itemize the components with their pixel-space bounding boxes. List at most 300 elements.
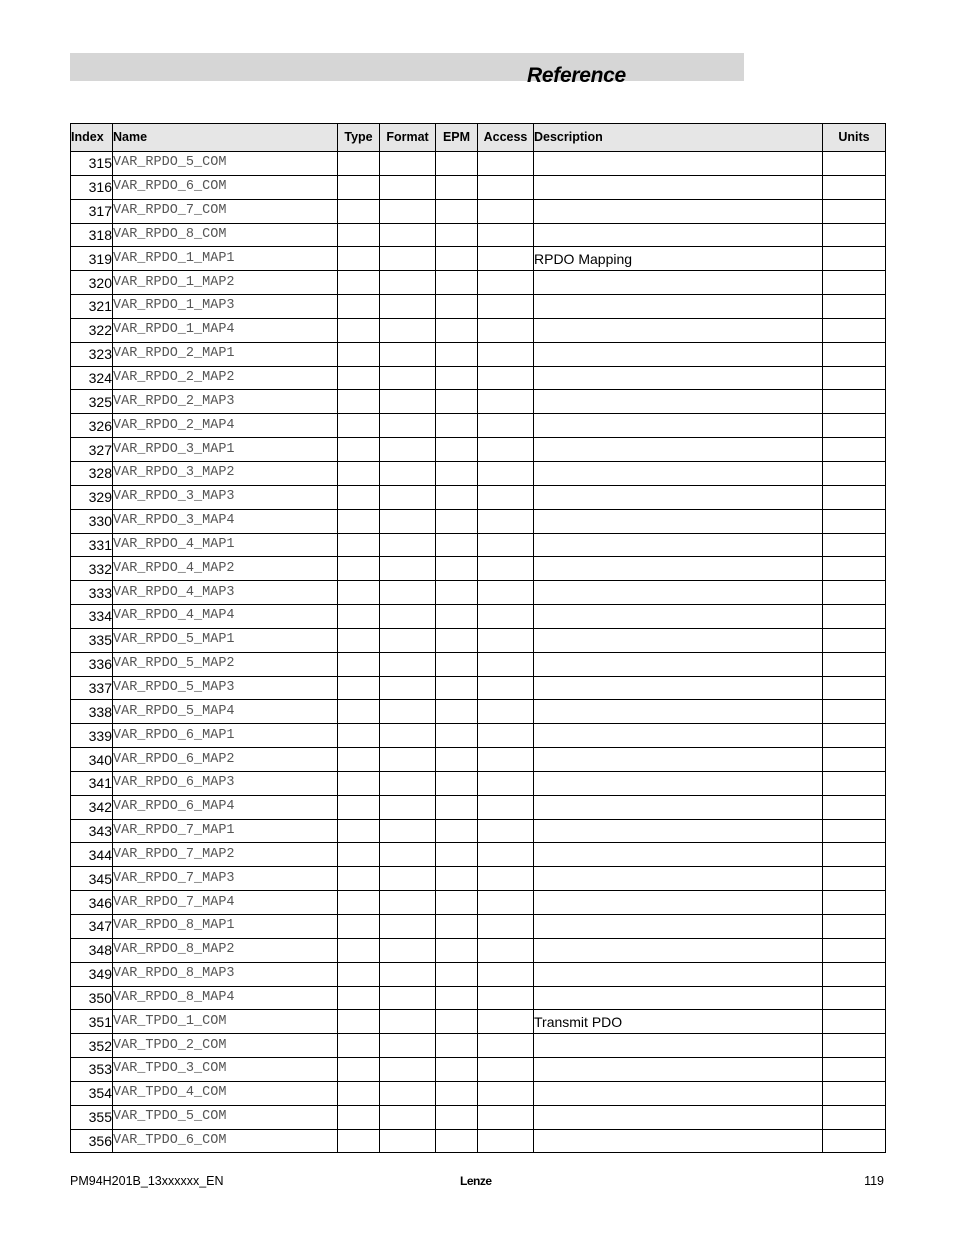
cell-index: 330: [71, 509, 113, 533]
cell-name: VAR_RPDO_8_MAP3: [113, 962, 338, 986]
cell-units: [823, 1034, 886, 1058]
cell-index: 318: [71, 223, 113, 247]
cell-access: [478, 366, 534, 390]
cell-name: VAR_RPDO_1_MAP3: [113, 295, 338, 319]
cell-name: VAR_RPDO_1_MAP4: [113, 318, 338, 342]
cell-format: [380, 318, 436, 342]
cell-type: [338, 533, 380, 557]
cell-access: [478, 1081, 534, 1105]
cell-type: [338, 605, 380, 629]
cell-epm: [436, 962, 478, 986]
cell-index: 338: [71, 700, 113, 724]
cell-units: [823, 700, 886, 724]
column-header-units: Units: [823, 124, 886, 152]
cell-type: [338, 461, 380, 485]
cell-type: [338, 1058, 380, 1082]
cell-description: RPDO Mapping: [534, 247, 823, 271]
table-row: [71, 247, 886, 271]
table-row: [71, 318, 886, 342]
cell-units: [823, 1105, 886, 1129]
cell-name: VAR_RPDO_5_MAP4: [113, 700, 338, 724]
cell-description: [534, 342, 823, 366]
cell-units: [823, 485, 886, 509]
cell-access: [478, 1058, 534, 1082]
cell-index: 327: [71, 438, 113, 462]
cell-name: VAR_RPDO_2_MAP2: [113, 366, 338, 390]
cell-epm: [436, 342, 478, 366]
cell-index: 331: [71, 533, 113, 557]
cell-epm: [436, 748, 478, 772]
cell-name: VAR_RPDO_7_MAP3: [113, 867, 338, 891]
cell-index: 329: [71, 485, 113, 509]
cell-format: [380, 438, 436, 462]
cell-type: [338, 748, 380, 772]
cell-type: [338, 652, 380, 676]
cell-access: [478, 533, 534, 557]
cell-epm: [436, 1010, 478, 1034]
cell-type: [338, 199, 380, 223]
cell-access: [478, 175, 534, 199]
cell-index: 337: [71, 676, 113, 700]
cell-name: VAR_RPDO_1_MAP2: [113, 271, 338, 295]
table-row: [71, 223, 886, 247]
cell-epm: [436, 1129, 478, 1153]
cell-name: VAR_RPDO_8_MAP4: [113, 986, 338, 1010]
cell-name: VAR_RPDO_8_MAP2: [113, 938, 338, 962]
cell-format: [380, 915, 436, 939]
cell-name: VAR_RPDO_3_MAP1: [113, 438, 338, 462]
cell-units: [823, 390, 886, 414]
cell-format: [380, 199, 436, 223]
cell-units: [823, 938, 886, 962]
cell-format: [380, 533, 436, 557]
cell-description: [534, 748, 823, 772]
cell-description: [534, 628, 823, 652]
cell-access: [478, 748, 534, 772]
cell-epm: [436, 700, 478, 724]
cell-index: 321: [71, 295, 113, 319]
cell-description: [534, 271, 823, 295]
table-body: [71, 152, 886, 1153]
cell-access: [478, 152, 534, 176]
cell-epm: [436, 605, 478, 629]
cell-index: 335: [71, 628, 113, 652]
cell-format: [380, 271, 436, 295]
cell-name: VAR_RPDO_4_MAP1: [113, 533, 338, 557]
table-row: [71, 199, 886, 223]
cell-units: [823, 152, 886, 176]
cell-description: [534, 295, 823, 319]
cell-name: VAR_TPDO_6_COM: [113, 1129, 338, 1153]
cell-type: [338, 628, 380, 652]
cell-description: [534, 414, 823, 438]
cell-access: [478, 438, 534, 462]
cell-format: [380, 771, 436, 795]
cell-type: [338, 152, 380, 176]
cell-format: [380, 1058, 436, 1082]
cell-index: 317: [71, 199, 113, 223]
cell-index: 324: [71, 366, 113, 390]
cell-access: [478, 843, 534, 867]
cell-epm: [436, 676, 478, 700]
cell-index: 336: [71, 652, 113, 676]
cell-units: [823, 509, 886, 533]
cell-access: [478, 485, 534, 509]
table-row: [71, 461, 886, 485]
cell-type: [338, 891, 380, 915]
cell-type: [338, 295, 380, 319]
cell-units: [823, 271, 886, 295]
cell-type: [338, 676, 380, 700]
cell-description: Transmit PDO: [534, 1010, 823, 1034]
column-header-index: Index: [71, 124, 113, 152]
table-row: [71, 557, 886, 581]
cell-format: [380, 175, 436, 199]
cell-index: 316: [71, 175, 113, 199]
table-row: [71, 771, 886, 795]
cell-name: VAR_RPDO_2_MAP3: [113, 390, 338, 414]
cell-epm: [436, 771, 478, 795]
cell-format: [380, 605, 436, 629]
cell-units: [823, 986, 886, 1010]
table-row: [71, 1105, 886, 1129]
table-row: [71, 915, 886, 939]
cell-units: [823, 318, 886, 342]
cell-epm: [436, 1081, 478, 1105]
cell-index: 354: [71, 1081, 113, 1105]
cell-index: 328: [71, 461, 113, 485]
cell-format: [380, 485, 436, 509]
cell-index: 342: [71, 795, 113, 819]
cell-description: [534, 199, 823, 223]
cell-index: 325: [71, 390, 113, 414]
cell-name: VAR_TPDO_3_COM: [113, 1058, 338, 1082]
page-title: Reference: [527, 64, 626, 87]
table-row: [71, 1129, 886, 1153]
cell-epm: [436, 295, 478, 319]
cell-format: [380, 700, 436, 724]
cell-name: VAR_TPDO_1_COM: [113, 1010, 338, 1034]
cell-index: 323: [71, 342, 113, 366]
table-row: [71, 1058, 886, 1082]
cell-name: VAR_RPDO_7_COM: [113, 199, 338, 223]
table-row: [71, 748, 886, 772]
cell-access: [478, 652, 534, 676]
table-row: [71, 605, 886, 629]
cell-format: [380, 342, 436, 366]
cell-type: [338, 223, 380, 247]
cell-epm: [436, 891, 478, 915]
cell-access: [478, 986, 534, 1010]
cell-format: [380, 724, 436, 748]
cell-format: [380, 843, 436, 867]
cell-description: [534, 795, 823, 819]
table-row: [71, 390, 886, 414]
cell-description: [534, 533, 823, 557]
cell-name: VAR_RPDO_3_MAP2: [113, 461, 338, 485]
table-row: [71, 843, 886, 867]
cell-index: 352: [71, 1034, 113, 1058]
cell-format: [380, 509, 436, 533]
cell-units: [823, 843, 886, 867]
cell-epm: [436, 652, 478, 676]
cell-units: [823, 533, 886, 557]
cell-description: [534, 676, 823, 700]
cell-type: [338, 962, 380, 986]
cell-name: VAR_RPDO_3_MAP4: [113, 509, 338, 533]
cell-format: [380, 414, 436, 438]
cell-units: [823, 1129, 886, 1153]
cell-format: [380, 1105, 436, 1129]
cell-epm: [436, 1105, 478, 1129]
cell-description: [534, 175, 823, 199]
table-header-row: [71, 124, 886, 152]
header-bar: [70, 53, 744, 81]
cell-access: [478, 605, 534, 629]
cell-type: [338, 700, 380, 724]
footer-brand-logo: Lenze: [460, 1174, 492, 1188]
cell-units: [823, 1010, 886, 1034]
cell-epm: [436, 843, 478, 867]
cell-format: [380, 748, 436, 772]
cell-access: [478, 795, 534, 819]
table-row: [71, 652, 886, 676]
cell-access: [478, 557, 534, 581]
cell-index: 349: [71, 962, 113, 986]
cell-access: [478, 962, 534, 986]
cell-epm: [436, 509, 478, 533]
cell-access: [478, 867, 534, 891]
cell-access: [478, 915, 534, 939]
cell-epm: [436, 915, 478, 939]
cell-index: 333: [71, 581, 113, 605]
table-row: [71, 295, 886, 319]
cell-index: 351: [71, 1010, 113, 1034]
table-row: [71, 509, 886, 533]
table-row: [71, 819, 886, 843]
cell-access: [478, 390, 534, 414]
cell-type: [338, 724, 380, 748]
cell-description: [534, 223, 823, 247]
table-row: [71, 581, 886, 605]
cell-type: [338, 819, 380, 843]
column-header-name: Name: [113, 124, 338, 152]
cell-description: [534, 581, 823, 605]
cell-description: [534, 1034, 823, 1058]
cell-format: [380, 986, 436, 1010]
cell-description: [534, 318, 823, 342]
table-row: [71, 366, 886, 390]
cell-format: [380, 819, 436, 843]
cell-type: [338, 390, 380, 414]
cell-access: [478, 271, 534, 295]
cell-format: [380, 938, 436, 962]
cell-type: [338, 1105, 380, 1129]
cell-description: [534, 986, 823, 1010]
cell-index: 326: [71, 414, 113, 438]
table-row: [71, 891, 886, 915]
cell-type: [338, 581, 380, 605]
cell-name: VAR_RPDO_7_MAP2: [113, 843, 338, 867]
cell-index: 334: [71, 605, 113, 629]
cell-name: VAR_RPDO_6_MAP4: [113, 795, 338, 819]
cell-index: 341: [71, 771, 113, 795]
cell-description: [534, 938, 823, 962]
cell-access: [478, 199, 534, 223]
cell-units: [823, 605, 886, 629]
table-row: [71, 414, 886, 438]
cell-index: 356: [71, 1129, 113, 1153]
cell-type: [338, 509, 380, 533]
cell-type: [338, 271, 380, 295]
table-row: [71, 1034, 886, 1058]
cell-name: VAR_RPDO_4_MAP4: [113, 605, 338, 629]
cell-access: [478, 1010, 534, 1034]
cell-access: [478, 628, 534, 652]
cell-description: [534, 843, 823, 867]
cell-epm: [436, 867, 478, 891]
cell-units: [823, 962, 886, 986]
cell-units: [823, 342, 886, 366]
cell-type: [338, 771, 380, 795]
cell-name: VAR_RPDO_7_MAP4: [113, 891, 338, 915]
cell-description: [534, 1105, 823, 1129]
cell-epm: [436, 795, 478, 819]
cell-units: [823, 819, 886, 843]
column-header-epm: EPM: [436, 124, 478, 152]
cell-name: VAR_RPDO_6_MAP3: [113, 771, 338, 795]
cell-description: [534, 724, 823, 748]
cell-type: [338, 867, 380, 891]
cell-type: [338, 938, 380, 962]
cell-index: 343: [71, 819, 113, 843]
cell-epm: [436, 581, 478, 605]
cell-format: [380, 247, 436, 271]
cell-description: [534, 438, 823, 462]
column-header-type: Type: [338, 124, 380, 152]
cell-access: [478, 342, 534, 366]
cell-description: [534, 771, 823, 795]
table-row: [71, 485, 886, 509]
cell-units: [823, 295, 886, 319]
cell-units: [823, 676, 886, 700]
cell-format: [380, 1034, 436, 1058]
cell-description: [534, 152, 823, 176]
cell-description: [534, 605, 823, 629]
cell-access: [478, 819, 534, 843]
cell-epm: [436, 485, 478, 509]
cell-name: VAR_RPDO_6_COM: [113, 175, 338, 199]
cell-type: [338, 1129, 380, 1153]
footer-page-number: 119: [864, 1174, 884, 1188]
cell-access: [478, 771, 534, 795]
cell-index: 340: [71, 748, 113, 772]
cell-access: [478, 414, 534, 438]
table-row: [71, 175, 886, 199]
cell-name: VAR_RPDO_2_MAP4: [113, 414, 338, 438]
cell-epm: [436, 628, 478, 652]
cell-format: [380, 461, 436, 485]
cell-format: [380, 891, 436, 915]
cell-access: [478, 676, 534, 700]
table-row: [71, 438, 886, 462]
cell-format: [380, 962, 436, 986]
cell-name: VAR_RPDO_5_MAP2: [113, 652, 338, 676]
column-header-description: Description: [534, 124, 823, 152]
cell-format: [380, 628, 436, 652]
cell-access: [478, 223, 534, 247]
cell-units: [823, 199, 886, 223]
cell-index: 350: [71, 986, 113, 1010]
footer-doc-id: PM94H201B_13xxxxxx_EN: [70, 1174, 224, 1188]
cell-name: VAR_RPDO_3_MAP3: [113, 485, 338, 509]
cell-access: [478, 700, 534, 724]
cell-index: 353: [71, 1058, 113, 1082]
cell-access: [478, 461, 534, 485]
cell-units: [823, 1058, 886, 1082]
cell-access: [478, 938, 534, 962]
table-row: [71, 700, 886, 724]
cell-type: [338, 366, 380, 390]
cell-name: VAR_RPDO_8_COM: [113, 223, 338, 247]
cell-epm: [436, 1058, 478, 1082]
table-row: [71, 795, 886, 819]
cell-description: [534, 509, 823, 533]
cell-type: [338, 342, 380, 366]
cell-access: [478, 1105, 534, 1129]
cell-type: [338, 1034, 380, 1058]
cell-epm: [436, 175, 478, 199]
cell-description: [534, 485, 823, 509]
cell-description: [534, 652, 823, 676]
table-row: [71, 152, 886, 176]
cell-access: [478, 1129, 534, 1153]
column-header-format: Format: [380, 124, 436, 152]
cell-units: [823, 915, 886, 939]
cell-access: [478, 247, 534, 271]
cell-index: 355: [71, 1105, 113, 1129]
cell-description: [534, 700, 823, 724]
table-row: [71, 962, 886, 986]
cell-units: [823, 771, 886, 795]
table-row: [71, 938, 886, 962]
cell-epm: [436, 199, 478, 223]
cell-format: [380, 1129, 436, 1153]
table-row: [71, 867, 886, 891]
cell-units: [823, 795, 886, 819]
cell-index: 332: [71, 557, 113, 581]
cell-epm: [436, 247, 478, 271]
cell-units: [823, 891, 886, 915]
cell-access: [478, 509, 534, 533]
cell-description: [534, 962, 823, 986]
cell-epm: [436, 438, 478, 462]
cell-epm: [436, 461, 478, 485]
cell-name: VAR_RPDO_6_MAP2: [113, 748, 338, 772]
cell-name: VAR_RPDO_5_MAP1: [113, 628, 338, 652]
cell-index: 322: [71, 318, 113, 342]
cell-epm: [436, 1034, 478, 1058]
cell-format: [380, 867, 436, 891]
cell-format: [380, 223, 436, 247]
cell-name: VAR_RPDO_4_MAP3: [113, 581, 338, 605]
cell-units: [823, 223, 886, 247]
table-row: [71, 724, 886, 748]
cell-epm: [436, 938, 478, 962]
cell-index: 319: [71, 247, 113, 271]
cell-epm: [436, 390, 478, 414]
cell-type: [338, 175, 380, 199]
